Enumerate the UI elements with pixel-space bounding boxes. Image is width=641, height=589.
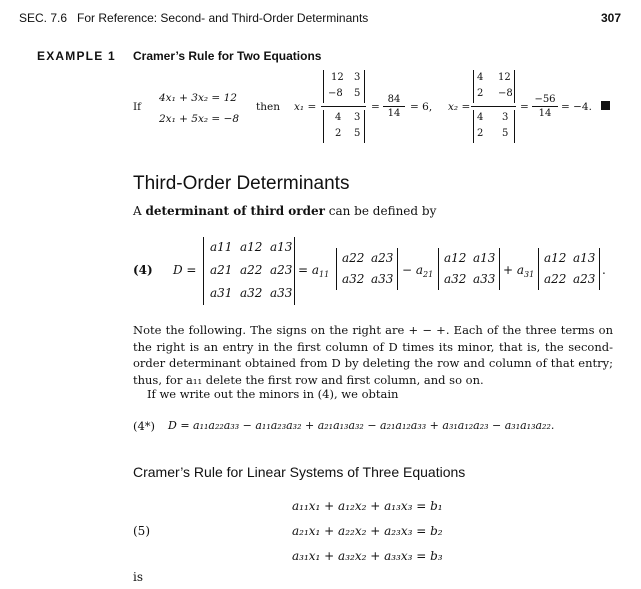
header-title: For Reference: Second- and Third-Order Determinants <box>77 11 369 25</box>
x2-result: = −4. <box>561 101 592 113</box>
example-eq1: 4x₁ + 3x₂ = 12 <box>159 92 237 104</box>
example-label: EXAMPLE 1 <box>37 49 116 63</box>
x1-result: = 6, <box>410 101 433 113</box>
note-paragraph-2: If we write out the minors in (4), we obtain <box>147 387 399 401</box>
example-title: Cramer’s Rule for Two Equations <box>133 49 322 63</box>
x2-fraction: −56 14 <box>532 94 558 119</box>
intro-line: A determinant of third order can be defined by <box>133 204 437 218</box>
eq4star-label: (4*) <box>133 419 156 433</box>
section-number: SEC. 7.6 <box>19 11 68 25</box>
is-word: is <box>133 570 143 584</box>
x2-numerator-det: 4 12 2 −8 <box>473 70 515 103</box>
cramer-eq3: a₃₁x₁ + a₃₂x₂ + a₃₃x₃ = b₃ <box>292 549 443 563</box>
then-word: then <box>256 101 280 113</box>
x1-fraction-bar <box>321 106 366 107</box>
minor-a31: a 12 a 13 a 22 a 23 <box>538 248 600 290</box>
x1-label: x₁ = <box>294 101 317 113</box>
running-header <box>19 11 621 25</box>
minor-a21: a 12 a 13 a 32 a 33 <box>438 248 500 290</box>
x1-fraction: 84 14 <box>383 94 405 119</box>
if-word: If <box>133 101 142 113</box>
example-eq2: 2x₁ + 5x₂ = −8 <box>159 113 240 125</box>
note-paragraph: Note the following. The signs on the right are + − +. Each of the three terms on the right is an entry in the first column of D times its minor, that is, the second-order determinant obtained from D by deleting the row and column of that entry; thus, for a₁₁ delete the first row and first column, and so on. <box>133 323 613 387</box>
cramer-title: Cramer’s Rule for Linear Systems of Three Equations <box>133 464 466 480</box>
eq5-label: (5) <box>133 524 150 538</box>
x2-label: x₂ = <box>448 101 471 113</box>
section-title: Third-Order Determinants <box>133 173 350 194</box>
minor-a11: a 22 a 23 a 32 a 33 <box>336 248 398 290</box>
x2-denominator-det: 4 3 2 5 <box>473 110 515 143</box>
end-of-example-square <box>601 101 610 110</box>
eq4star: D = a₁₁a₂₂a₃₃ − a₁₁a₂₃a₃₂ + a₂₁a₁₃a₃₂ − a₂₁a₁₂a₃₃ + a₃₁a₁₂a₂₃ − a₃₁a₁₃a₂₂. <box>168 419 555 432</box>
cramer-eq1: a₁₁x₁ + a₁₂x₂ + a₁₃x₃ = b₁ <box>292 499 443 513</box>
x1-denominator-det: 4 3 2 5 <box>323 110 365 143</box>
x2-fraction-bar <box>471 106 516 107</box>
x1-numerator-det: 12 3 −8 5 <box>323 70 365 103</box>
eq4-label: (4) <box>133 263 153 277</box>
page-number: 307 <box>600 11 621 25</box>
third-order-det: a 11 a 12 a 13 a 21 a 22 a 23 a 31 a 32 a 33 <box>203 237 295 305</box>
cramer-eq2: a₂₁x₁ + a₂₂x₂ + a₂₃x₃ = b₂ <box>292 524 443 538</box>
